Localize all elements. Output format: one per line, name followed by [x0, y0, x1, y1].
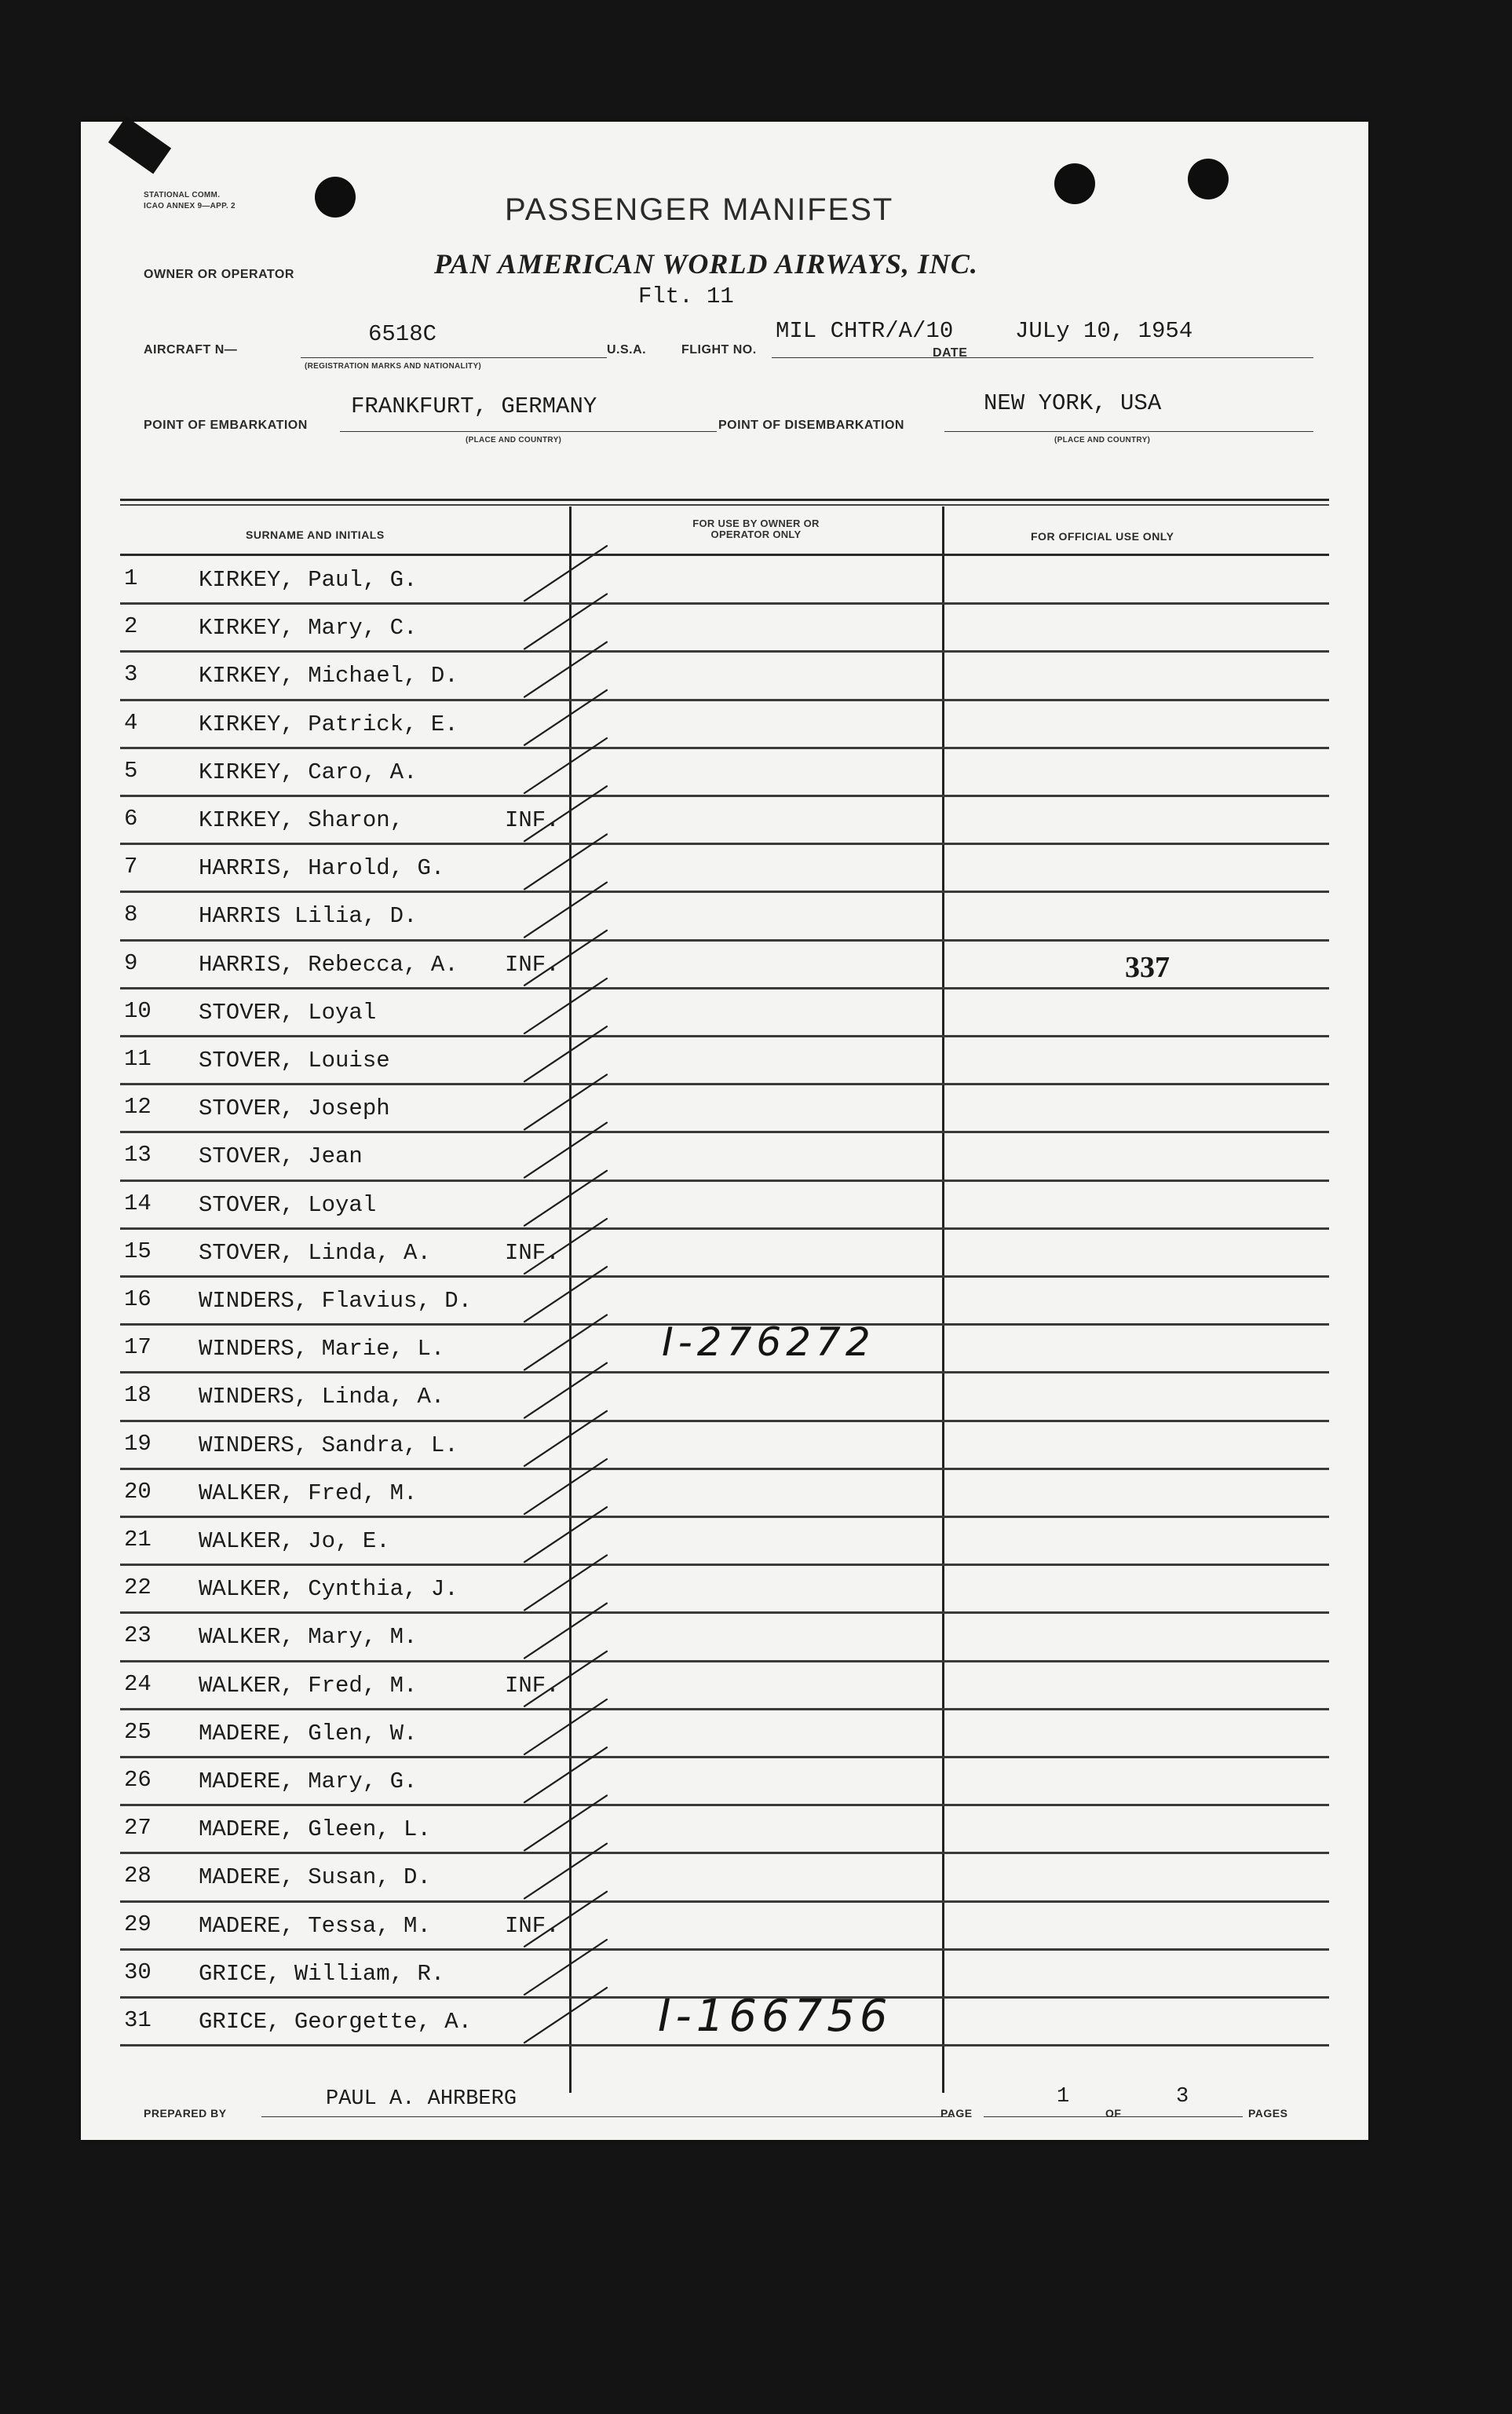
- check-mark: [524, 642, 607, 697]
- handwritten-id-2: I-166756: [658, 1991, 893, 2042]
- passenger-name: WINDERS, Linda, A.: [199, 1384, 445, 1410]
- row-number: 3: [124, 661, 138, 688]
- check-mark: [524, 690, 607, 745]
- passenger-name: WINDERS, Marie, L.: [199, 1336, 445, 1362]
- row-number: 11: [124, 1046, 152, 1072]
- check-mark: [524, 1267, 607, 1322]
- page-current: 1: [1057, 2085, 1070, 2109]
- row-number: 15: [124, 1238, 152, 1264]
- check-mark: [524, 1747, 607, 1802]
- passenger-name: HARRIS, Harold, G.: [199, 855, 445, 882]
- check-mark: [524, 1315, 607, 1370]
- passenger-name: WALKER, Jo, E.: [199, 1528, 390, 1554]
- passenger-name: STOVER, Joseph: [199, 1095, 390, 1122]
- row-number: 2: [124, 613, 138, 640]
- check-mark: [524, 1171, 607, 1226]
- row-number: 30: [124, 1959, 152, 1985]
- passenger-name: MADERE, Glen, W.: [199, 1720, 418, 1746]
- prepared-by-label: PREPARED BY: [144, 2107, 227, 2120]
- row-number: 20: [124, 1478, 152, 1505]
- handwritten-id-1: I-276272: [662, 1319, 875, 1365]
- infant-marker: INF.: [505, 951, 560, 978]
- airline-name: PAN AMERICAN WORLD AIRWAYS, INC.: [434, 248, 978, 280]
- row-number: 24: [124, 1670, 152, 1697]
- row-number: 23: [124, 1622, 152, 1649]
- passenger-name: KIRKEY, Michael, D.: [199, 663, 458, 689]
- passenger-name: KIRKEY, Paul, G.: [199, 567, 418, 593]
- form-code-line-2: ICAO ANNEX 9—APP. 2: [144, 202, 236, 210]
- check-mark: [524, 1651, 607, 1706]
- row-number: 16: [124, 1286, 152, 1312]
- check-mark: [524, 786, 607, 841]
- passenger-name: WALKER, Fred, M.: [199, 1479, 418, 1506]
- row-number: 9: [124, 949, 138, 976]
- row-number: 22: [124, 1575, 152, 1601]
- row-number: 26: [124, 1767, 152, 1793]
- passenger-name: GRICE, Georgette, A.: [199, 2009, 473, 2035]
- check-mark: [524, 1555, 607, 1610]
- check-mark: [524, 1363, 607, 1418]
- passenger-name: WALKER, Fred, M.: [199, 1672, 418, 1699]
- form-code-line-1: STATIONAL COMM.: [144, 191, 221, 199]
- row-number: 21: [124, 1527, 152, 1553]
- disembarkation-label: POINT OF DISEMBARKATION: [718, 419, 904, 432]
- passenger-name: MADERE, Mary, G.: [199, 1768, 418, 1794]
- passenger-name: KIRKEY, Mary, C.: [199, 615, 418, 642]
- passenger-name: HARRIS Lilia, D.: [199, 903, 418, 930]
- row-number: 6: [124, 806, 138, 832]
- check-mark: [524, 1940, 607, 1995]
- passenger-name: HARRIS, Rebecca, A.: [199, 951, 458, 978]
- official-stamp-number: 337: [1125, 951, 1170, 984]
- passenger-name: STOVER, Loyal: [199, 999, 377, 1026]
- pages-label: PAGES: [1248, 2107, 1288, 2120]
- check-mark: [524, 1123, 607, 1178]
- aircraft-number: 6518C: [368, 321, 437, 347]
- infant-marker: INF.: [505, 1912, 560, 1939]
- row-number: 27: [124, 1815, 152, 1842]
- passenger-name: MADERE, Susan, D.: [199, 1864, 431, 1891]
- prepared-by-name: PAUL A. AHRBERG: [326, 2087, 517, 2111]
- check-mark: [524, 834, 607, 889]
- passenger-name: STOVER, Jean: [199, 1143, 363, 1170]
- passenger-name: GRICE, William, R.: [199, 1960, 445, 1987]
- passenger-name: WALKER, Mary, M.: [199, 1624, 418, 1651]
- passenger-name: STOVER, Loyal: [199, 1191, 377, 1218]
- check-mark: [524, 1219, 607, 1274]
- infant-marker: INF.: [505, 1672, 560, 1699]
- row-number: 10: [124, 997, 152, 1024]
- passenger-name: WINDERS, Sandra, L.: [199, 1432, 458, 1458]
- embarkation-label: POINT OF EMBARKATION: [144, 419, 308, 432]
- row-number: 18: [124, 1382, 152, 1409]
- row-number: 25: [124, 1718, 152, 1745]
- row-number: 29: [124, 1911, 152, 1937]
- page-underline: [984, 2116, 1243, 2117]
- check-mark: [524, 883, 607, 938]
- column-header-official-use: FOR OFFICIAL USE ONLY: [1031, 530, 1174, 543]
- passenger-name: KIRKEY, Sharon,: [199, 807, 404, 833]
- check-mark: [524, 1699, 607, 1754]
- passenger-name: STOVER, Linda, A.: [199, 1239, 431, 1266]
- infant-marker: INF.: [505, 1239, 560, 1266]
- passenger-name: STOVER, Louise: [199, 1048, 390, 1073]
- passenger-name: KIRKEY, Caro, A.: [199, 759, 418, 785]
- row-number: 7: [124, 854, 138, 880]
- page-total: 3: [1176, 2085, 1189, 2109]
- flight-no-label: FLIGHT NO.: [681, 343, 757, 357]
- check-mark: [524, 594, 607, 649]
- row-number: 1: [124, 565, 138, 591]
- flight-number: MIL CHTR/A/10: [776, 318, 954, 344]
- header-rule: [120, 554, 1329, 556]
- prepared-by-underline: [261, 2116, 952, 2117]
- usa-label: U.S.A.: [607, 343, 647, 357]
- flight-date: JULy 10, 1954: [1015, 318, 1193, 344]
- check-mark: [524, 931, 607, 986]
- passenger-name: WINDERS, Flavius, D.: [199, 1288, 473, 1314]
- row-number: 14: [124, 1190, 152, 1216]
- of-label: OF: [1105, 2107, 1122, 2120]
- row-number: 4: [124, 709, 138, 736]
- check-mark: [524, 1026, 607, 1081]
- manifest-sheet: [81, 122, 1368, 2140]
- check-mark: [524, 1074, 607, 1129]
- row-number: 13: [124, 1142, 152, 1169]
- check-mark: [524, 1459, 607, 1514]
- passenger-name: KIRKEY, Patrick, E.: [199, 711, 458, 737]
- row-number: 8: [124, 902, 138, 928]
- page-label: PAGE: [940, 2107, 973, 2120]
- row-number: 17: [124, 1334, 152, 1361]
- check-mark: [524, 978, 607, 1033]
- column-header-owner-use: FOR USE BY OWNER OR OPERATOR ONLY: [692, 518, 820, 540]
- aircraft-label: AIRCRAFT N—: [144, 343, 238, 357]
- disembarkation-caption: (PLACE AND COUNTRY): [1054, 436, 1151, 444]
- row-number: 12: [124, 1094, 152, 1121]
- column-header-surname: SURNAME AND INITIALS: [246, 529, 385, 541]
- check-mark: [524, 1892, 607, 1947]
- infant-marker: INF.: [505, 807, 560, 833]
- check-marks: [81, 122, 1368, 2140]
- row-number: 28: [124, 1863, 152, 1889]
- passenger-name: WALKER, Cynthia, J.: [199, 1576, 458, 1603]
- passenger-name: MADERE, Gleen, L.: [199, 1816, 431, 1843]
- row-number: 31: [124, 2007, 152, 2033]
- page-title: PASSENGER MANIFEST: [505, 192, 894, 227]
- row-number: 19: [124, 1430, 152, 1457]
- owner-label: OWNER OR OPERATOR: [144, 268, 294, 281]
- check-mark: [524, 1795, 607, 1850]
- passenger-name: MADERE, Tessa, M.: [199, 1912, 431, 1939]
- registration-caption: (REGISTRATION MARKS AND NATIONALITY): [305, 362, 482, 371]
- check-mark: [524, 738, 607, 793]
- check-mark: [524, 1411, 607, 1466]
- check-mark: [524, 1844, 607, 1899]
- check-mark: [524, 1988, 607, 2043]
- row-number: 5: [124, 757, 138, 784]
- embarkation-caption: (PLACE AND COUNTRY): [466, 436, 562, 444]
- check-mark: [524, 1604, 607, 1659]
- check-mark: [524, 1507, 607, 1562]
- disembarkation-place: NEW YORK, USA: [984, 390, 1162, 416]
- flight-short: Flt. 11: [638, 283, 734, 309]
- date-label: DATE: [933, 346, 968, 360]
- embarkation-place: FRANKFURT, GERMANY: [351, 393, 597, 419]
